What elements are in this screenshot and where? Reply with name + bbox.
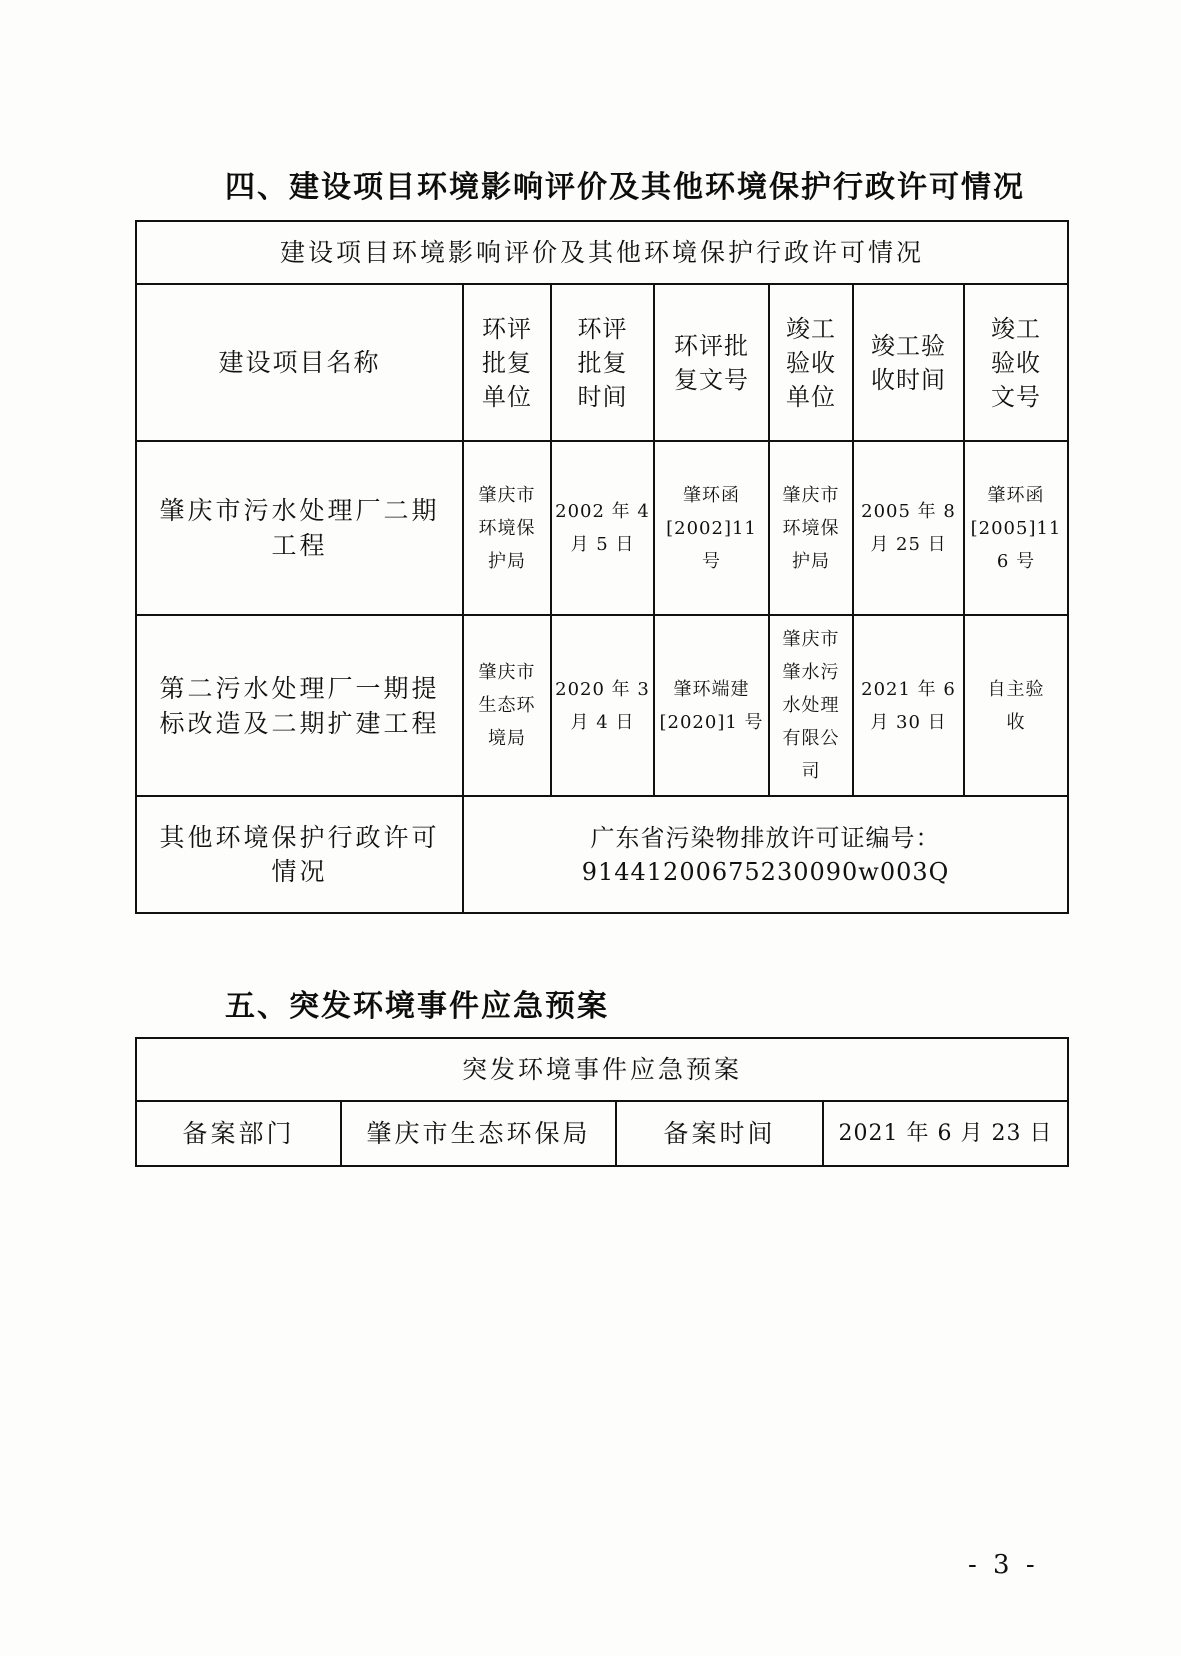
filing-department-label: 备案部门: [136, 1101, 341, 1166]
project-name-cell: 肇庆市污水处理厂二期 工程: [136, 441, 463, 615]
other-permit-value: 广东省污染物排放许可证编号： 91441200675230090w003Q: [463, 796, 1068, 913]
acceptance-doc-no-cell: 肇环函 [2005]11 6 号: [964, 441, 1068, 615]
page-number: - 3 -: [968, 1550, 1039, 1580]
eia-approval-doc-no-cell: 肇环端建 [2020]1 号: [654, 615, 769, 796]
header-eia-approval-date: 环评 批复 时间: [551, 284, 654, 441]
acceptance-unit-cell: 肇庆市 环境保 护局: [769, 441, 853, 615]
section-5-heading: 五、突发环境事件应急预案: [225, 989, 609, 1024]
eia-approval-unit-cell: 肇庆市 生态环 境局: [463, 615, 551, 796]
table-title-row: [136, 221, 1068, 284]
header-eia-approval-doc-no: 环评批 复文号: [654, 284, 769, 441]
eia-approval-unit-cell: 肇庆市 环境保 护局: [463, 441, 551, 615]
project-name-cell: 第二污水处理厂一期提 标改造及二期扩建工程: [136, 615, 463, 796]
acceptance-doc-no-cell: 自主验 收: [964, 615, 1068, 796]
filing-date-value: 2021 年 6 月 23 日: [823, 1101, 1068, 1166]
filing-department-value: 肇庆市生态环保局: [341, 1101, 616, 1166]
eia-approval-date-cell: 2020 年 3 月 4 日: [551, 615, 654, 796]
header-project-name: 建设项目名称: [136, 284, 463, 441]
other-permit-label: 其他环境保护行政许可 情况: [136, 796, 463, 913]
table-title-row: [136, 1038, 1068, 1101]
table-row: [136, 615, 1068, 796]
other-permit-row: [136, 796, 1068, 913]
filing-date-label: 备案时间: [616, 1101, 823, 1166]
table-row: [136, 441, 1068, 615]
table-header-row: [136, 284, 1068, 441]
acceptance-date-cell: 2021 年 6 月 30 日: [853, 615, 964, 796]
table-title: 建设项目环境影响评价及其他环境保护行政许可情况: [136, 221, 1068, 284]
acceptance-date-cell: 2005 年 8 月 25 日: [853, 441, 964, 615]
eia-approval-date-cell: 2002 年 4 月 5 日: [551, 441, 654, 615]
header-acceptance-doc-no: 竣工 验收 文号: [964, 284, 1068, 441]
header-eia-approval-unit: 环评 批复 单位: [463, 284, 551, 441]
header-acceptance-unit: 竣工 验收 单位: [769, 284, 853, 441]
table-title: 突发环境事件应急预案: [136, 1038, 1068, 1101]
header-acceptance-date: 竣工验 收时间: [853, 284, 964, 441]
emergency-plan-table: [135, 1037, 1069, 1167]
acceptance-unit-cell: 肇庆市 肇水污 水处理 有限公 司: [769, 615, 853, 796]
eia-approval-doc-no-cell: 肇环函 [2002]11 号: [654, 441, 769, 615]
table-row: [136, 1101, 1068, 1166]
section-4-heading: 四、建设项目环境影响评价及其他环境保护行政许可情况: [225, 170, 1025, 205]
environmental-approval-table: [135, 220, 1069, 914]
